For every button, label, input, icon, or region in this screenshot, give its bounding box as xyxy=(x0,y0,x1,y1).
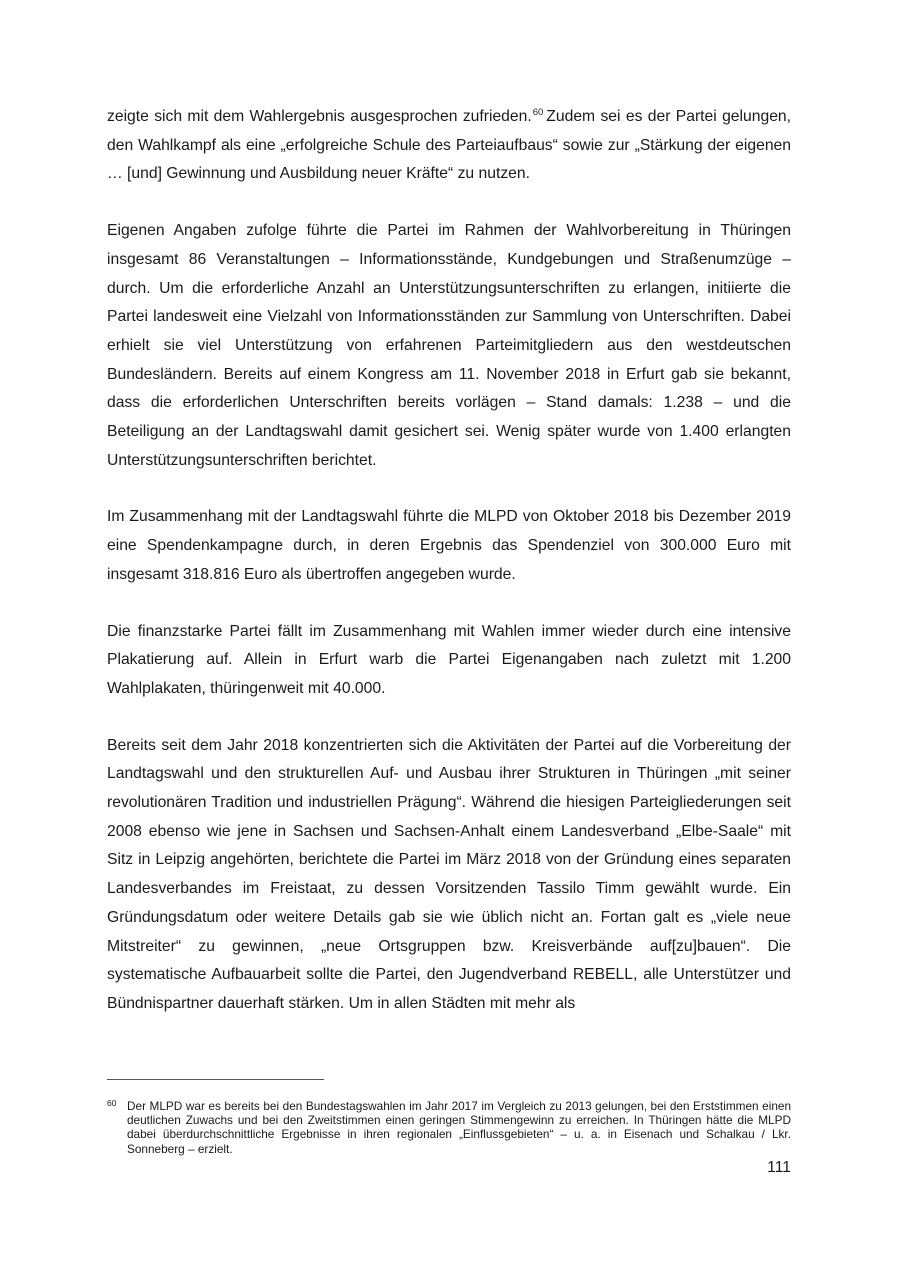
paragraph-1 xyxy=(107,103,791,189)
paragraph-1-start: zeigte sich mit dem Wahlergebnis ausgesprochen zufrieden. xyxy=(107,108,532,125)
paragraph-4: Die finanzstarke Partei fällt im Zusammenhang mit Wahlen immer wieder durch eine intensive Plakatierung auf. Allein in Erfurt warb die Partei Eigenangaben nach zuletzt mit 1.200 Wahlplakaten, thüringenweit mit 40.000. xyxy=(107,622,791,697)
paragraph-3: Im Zusammenhang mit der Landtagswahl führte die MLPD von Oktober 2018 bis Dezember 2019 eine Spendenkampagne durch, in deren Ergebnis das Spendenziel von 300.000 Euro mit insgesamt 318.816 Euro als übertroffen angegeben wurde. xyxy=(107,508,791,583)
paragraph-1-rest: Zudem sei es der Partei gelungen, den Wahlkampf als eine „erfolgreiche Schule des Parteiaufbaus“ sowie zur „Stärkung der eigenen … [und] Gewinnung und Ausbildung neuer Kräfte“ zu nutzen. xyxy=(107,108,791,183)
footnote xyxy=(107,1099,791,1156)
footnote-reference[interactable]: 60 xyxy=(532,106,544,118)
footnote-separator xyxy=(107,1079,324,1080)
page-number: 111 xyxy=(767,1159,791,1176)
main-text xyxy=(107,103,791,1047)
paragraph-5: Bereits seit dem Jahr 2018 konzentrierten sich die Aktivitäten der Partei auf die Vorbereitung der Landtagswahl und den strukturellen Auf- und Ausbau ihrer Strukturen in Thüringen „mit seiner revolutionären Tradition und industriellen Prägung“. Während die hiesigen Parteigliederungen seit 2008 ebenso wie jene in Sachsen und Sachsen-Anhalt einem Landesverband „Elbe-Saale“ mit Sitz in Leipzig angehörten, berichtete die Partei im März 2018 von der Gründung eines separaten Landesverbandes im Freistaat, zu dessen Vorsitzenden Tassilo Timm gewählt wurde. Ein Gründungsdatum oder weitere Details gab sie wie üblich nicht an. Fortan galt es „viele neue Mitstreiter“ zu gewinnen, „neue Ortsgruppen bzw. Kreisverbände auf[zu]bauen“. Die systematische Aufbauarbeit sollte die Partei, den Jugendverband REBELL, alle Unterstützer und Bündnispartner dauerhaft stärken. Um in allen Städten mit mehr als xyxy=(107,736,791,1012)
paragraph-2: Eigenen Angaben zufolge führte die Partei im Rahmen der Wahlvorbereitung in Thüringen insgesamt 86 Veranstaltungen – Informationsstände, Kundgebungen und Straßenumzüge – durch. Um die erforderliche Anzahl an Unterstützungsunterschriften zu erlangen, initiierte die Partei landesweit eine Vielzahl von Informationsständen zur Sammlung von Unterschriften. Dabei erhielt sie viel Unterstützung von erfahrenen Parteimitgliedern aus den westdeutschen Bundesländern. Bereits auf einem Kongress am 11. November 2018 in Erfurt gab sie bekannt, dass die erforderlichen Unterschriften bereits vorlägen – Stand damals: 1.238 – und die Beteiligung an der Landtagswahl damit gesichert sei. Wenig später wurde von 1.400 erlangten Unterstützungsunterschriften berichtet. xyxy=(107,222,791,469)
footnote-text: Der MLPD war es bereits bei den Bundestagswahlen im Jahr 2017 im Vergleich zu 2013 gelungen, bei den Erststimmen einen deutlichen Zuwachs und bei den Zweitstimmen einen geringen Stimmengewinn zu erreichen. In Thüringen hätte die MLPD dabei überdurchschnittliche Ergebnisse in ihren regionalen „Einflussgebieten“ – u. a. in Eisenach und Schalkau / Lkr. Sonneberg – erzielt. xyxy=(127,1099,791,1156)
footnote-number: 60 xyxy=(107,1098,117,1108)
